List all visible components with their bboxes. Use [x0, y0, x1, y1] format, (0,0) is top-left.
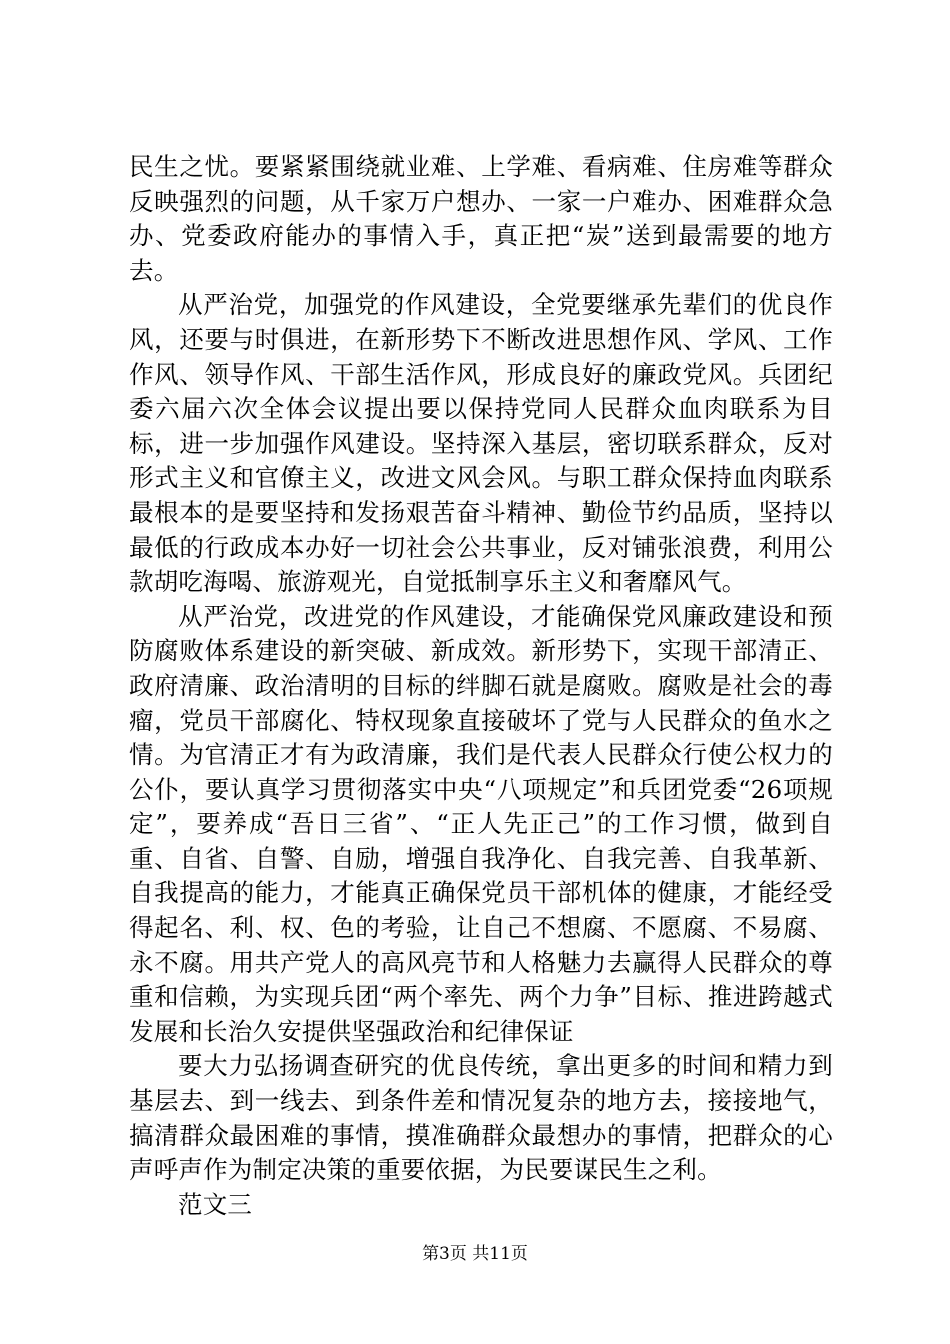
page-footer	[0, 1243, 950, 1265]
section-heading: 范文三	[178, 1189, 253, 1219]
paragraph-2: 从严治党，加强党的作风建设，全党要继承先辈们的优良作风，还要与时俱进，在新形势下不断改进思想作风、学风、工作作风、领导作风、干部生活作风，形成良好的廉政党风。兵团纪委六届六次全体会议提出要以保持党同人民群众血肉联系为目标，进一步加强作风建设。坚持深入基层，密切联系群众，反对形式主义和官僚主义，改进文风会风。与职工群众保持血肉联系最根本的是要坚持和发扬艰苦奋斗精神、勤俭节约品质，坚持以最低的行政成本办好一切社会公共事业，反对铺张浪费，利用公款胡吃海喝、旅游观光，自觉抵制享乐主义和奢靡风气。	[129, 290, 833, 597]
paragraph-4: 要大力弘扬调查研究的优良传统，拿出更多的时间和精力到基层去、到一线去、到条件差和情况复杂的地方去，接接地气，搞清群众最困难的事情，摸准确群众最想办的事情，把群众的心声呼声作为制定决策的重要依据，为民要谋民生之利。	[129, 1051, 833, 1185]
paragraph-3: 从严治党，改进党的作风建设，才能确保党风廉政建设和预防腐败体系建设的新突破、新成效。新形势下，实现干部清正、政府清廉、政治清明的目标的绊脚石就是腐败。腐败是社会的毒瘤，党员干部腐化、特权现象直接破坏了党与人民群众的鱼水之情。为官清正才有为政清廉，我们是代表人民群众行使公权力的公仆，要认真学习贯彻落实中央“八项规定”和兵团党委“26项规定”，要养成“吾日三省”、“正人先正己”的工作习惯，做到自重、自省、自警、自励，增强自我净化、自我完善、自我革新、自我提高的能力，才能真正确保党员干部机体的健康，才能经受得起名、利、权、色的考验，让自己不想腐、不愿腐、不易腐、永不腐。用共产党人的高风亮节和人格魅力去赢得人民群众的尊重和信赖，为实现兵团“两个率先、两个力争”目标、推进跨越式发展和长治久安提供坚强政治和纪律保证	[129, 601, 833, 1046]
paragraph-1: 民生之忧。要紧紧围绕就业难、上学难、看病难、住房难等群众反映强烈的问题，从千家万户想办、一家一户难办、困难群众急办、党委政府能办的事情入手，真正把“炭”送到最需要的地方去。	[129, 152, 833, 285]
page-number: 第3页 共11页	[422, 1244, 528, 1264]
document-body	[129, 150, 833, 1222]
